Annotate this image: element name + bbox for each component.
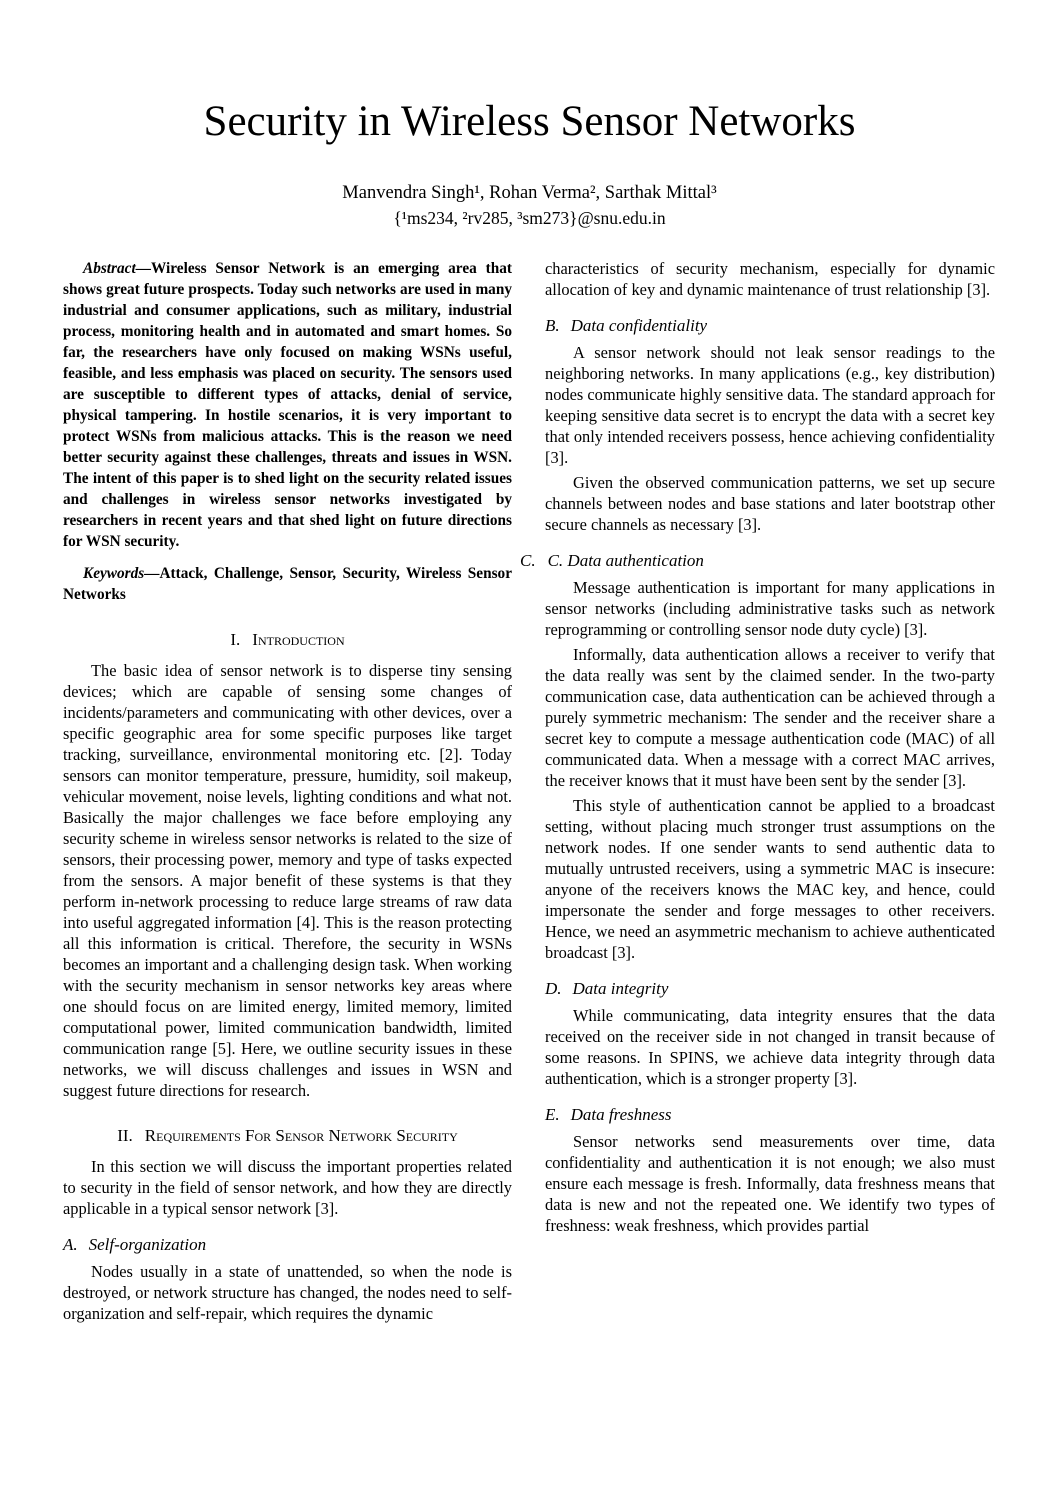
subsection-heading-data-confidentiality: [545, 315, 995, 336]
subsection-title-data-freshness: Data freshness: [570, 1105, 672, 1124]
keywords-paragraph: [63, 563, 512, 605]
left-column: [63, 258, 512, 1328]
keywords-text: Attack, Challenge, Sensor, Security, Wireless Sensor Networks: [63, 565, 512, 603]
subsection-title-data-integrity: Data integrity: [572, 979, 669, 998]
subsection-title-data-authentication: C. Data authentication: [547, 551, 704, 570]
subsection-title-data-confidentiality: Data confidentiality: [570, 316, 708, 335]
section-number-requirements: II.: [117, 1126, 133, 1145]
keywords-label: Keywords—: [83, 565, 160, 582]
subsection-marker-data-confidentiality: B.: [545, 316, 560, 335]
subsection-marker-data-integrity: D.: [545, 979, 562, 998]
paper-title: Security in Wireless Sensor Networks: [203, 98, 856, 145]
data-integrity-paragraph: While communicating, data integrity ensures that the data received on the receiver side in not changed in transit because of some reasons. In SPINS, we achieve data integrity through data authentication, which is a stronger property [3].: [545, 1006, 995, 1088]
self-organization-paragraph: Nodes usually in a state of unattended, so when the node is destroyed, or network structure has changed, the nodes need to self-organization and self-repair, which requires the dynamic: [63, 1262, 512, 1323]
data-authentication-paragraph-3: This style of authentication cannot be applied to a broadcast setting, without placing much stronger trust assumptions on the network nodes. If one sender wants to send authentic data to mutually untrusted receivers, using a symmetric MAC is insecure: anyone of the receivers knows the MAC key, and hence, could impersonate the sender and forge messages to other receivers. Hence, we need an asymmetric mechanism to achieve authenticated broadcast [3].: [545, 796, 995, 962]
data-confidentiality-paragraph-1: A sensor network should not leak sensor readings to the neighboring networks. In many applications (e.g., key distribution) nodes communicate highly sensitive data. The standard approach for keeping sensitive data secret is to encrypt the data with a secret key that only intended receivers possess, hence achieving confidentiality [3].: [545, 343, 995, 467]
section-title-requirements: Requirements For Sensor Network Security: [144, 1126, 458, 1145]
authors-line: Manvendra Singh¹, Rohan Verma², Sarthak Mittal³: [342, 183, 717, 203]
subsection-heading-data-freshness: [545, 1104, 995, 1125]
section-heading-requirements: [63, 1125, 512, 1146]
emails-line: {¹ms234, ²rv285, ³sm273}@snu.edu.in: [393, 208, 666, 228]
data-authentication-paragraph-1: Message authentication is important for many applications in sensor networks (including administrative tasks such as network reprogramming or controlling sensor node duty cycle) [3].: [545, 578, 995, 639]
subsection-heading-data-authentication: [520, 550, 995, 571]
subsection-heading-self-organization: [63, 1234, 512, 1255]
requirements-paragraph: In this section we will discuss the important properties related to security in the field of sensor network, and how they are directly applicable in a typical sensor network [3].: [63, 1157, 512, 1218]
right-column: [520, 258, 995, 1240]
subsection-title-self-organization: Self-organization: [88, 1235, 207, 1254]
abstract-text: Wireless Sensor Network is an emerging area that shows great future prospects. Today such networks are used in many industrial and consumer applications, such as military, industrial process, monitoring health and in automated and smart homes. So far, the researchers have only focused on making WSNs useful, feasible, and less emphasis was placed on security. The sensors used are susceptible to different types of attacks, denial of service, physical tampering. In hostile scenarios, it is very important to protect WSNs from malicious attacks. This is the reason we need better security against these challenges, threats and issues in WSN. The intent of this paper is to shed light on the security related issues and challenges in wireless sensor networks investigated by researchers in recent years and that shed light on future directions for WSN security.: [63, 260, 512, 550]
subsection-marker-data-authentication: C.: [520, 551, 536, 570]
section-number-introduction: I.: [230, 630, 241, 649]
section-title-introduction: Introduction: [252, 630, 345, 649]
data-freshness-paragraph: Sensor networks send measurements over time, data confidentiality and authentication it is not enough; we also must ensure each message is fresh. Informally, data freshness means that data is new and not the repeated one. We identify two types of freshness: weak freshness, which provides partial: [545, 1132, 995, 1235]
data-confidentiality-paragraph-2: Given the observed communication patterns, we set up secure channels between nodes and base stations and later bootstrap other secure channels as necessary [3].: [545, 473, 995, 534]
data-authentication-paragraph-2: Informally, data authentication allows a receiver to verify that the data really was sent by the claimed sender. In the two-party communication case, data authentication can be achieved through a purely symmetric mechanism: The sender and the receiver share a secret key to compute a message authentication code (MAC) of all communicated data. When a message with a correct MAC arrives, the receiver knows that it must have been sent by the sender [3].: [545, 645, 995, 790]
introduction-paragraph: The basic idea of sensor network is to disperse tiny sensing devices; which are capable of sensing some changes of incidents/parameters and communicating with other devices, over a specific geographic area for some specific purposes like target tracking, surveillance, environmental monitoring etc. [2]. Today sensors can monitor temperature, pressure, humidity, soil makeup, vehicular movement, noise levels, lighting conditions and what not. Basically the major challenges we face before employing any security scheme in wireless sensor networks is related to the size of sensors, their processing power, memory and type of tasks expected from the sensors. A major benefit of these systems is that they perform in-network processing to reduce large streams of raw data into useful aggregated information [4]. This is the reason protecting all this information is critical. Therefore, the security in WSNs becomes an important and a challenging design task. When working with the security mechanism in sensor networks key areas where one should focus on are limited energy, limited memory, limited computational power, limited communication bandwidth, limited communication range [5]. Here, we outline security issues in these networks, we will discuss challenges and issues in WSN and suggest future directions for research.: [63, 661, 512, 1100]
abstract-paragraph: [63, 258, 512, 552]
continuation-paragraph: characteristics of security mechanism, especially for dynamic allocation of key and dynamic maintenance of trust relationship [3].: [545, 259, 995, 299]
subsection-heading-data-integrity: [545, 978, 995, 999]
subsection-marker-data-freshness: E.: [545, 1105, 560, 1124]
abstract-label: Abstract—: [83, 260, 151, 277]
section-heading-introduction: [63, 629, 512, 650]
title-block: [0, 98, 1059, 229]
subsection-marker-self-organization: A.: [63, 1235, 78, 1254]
